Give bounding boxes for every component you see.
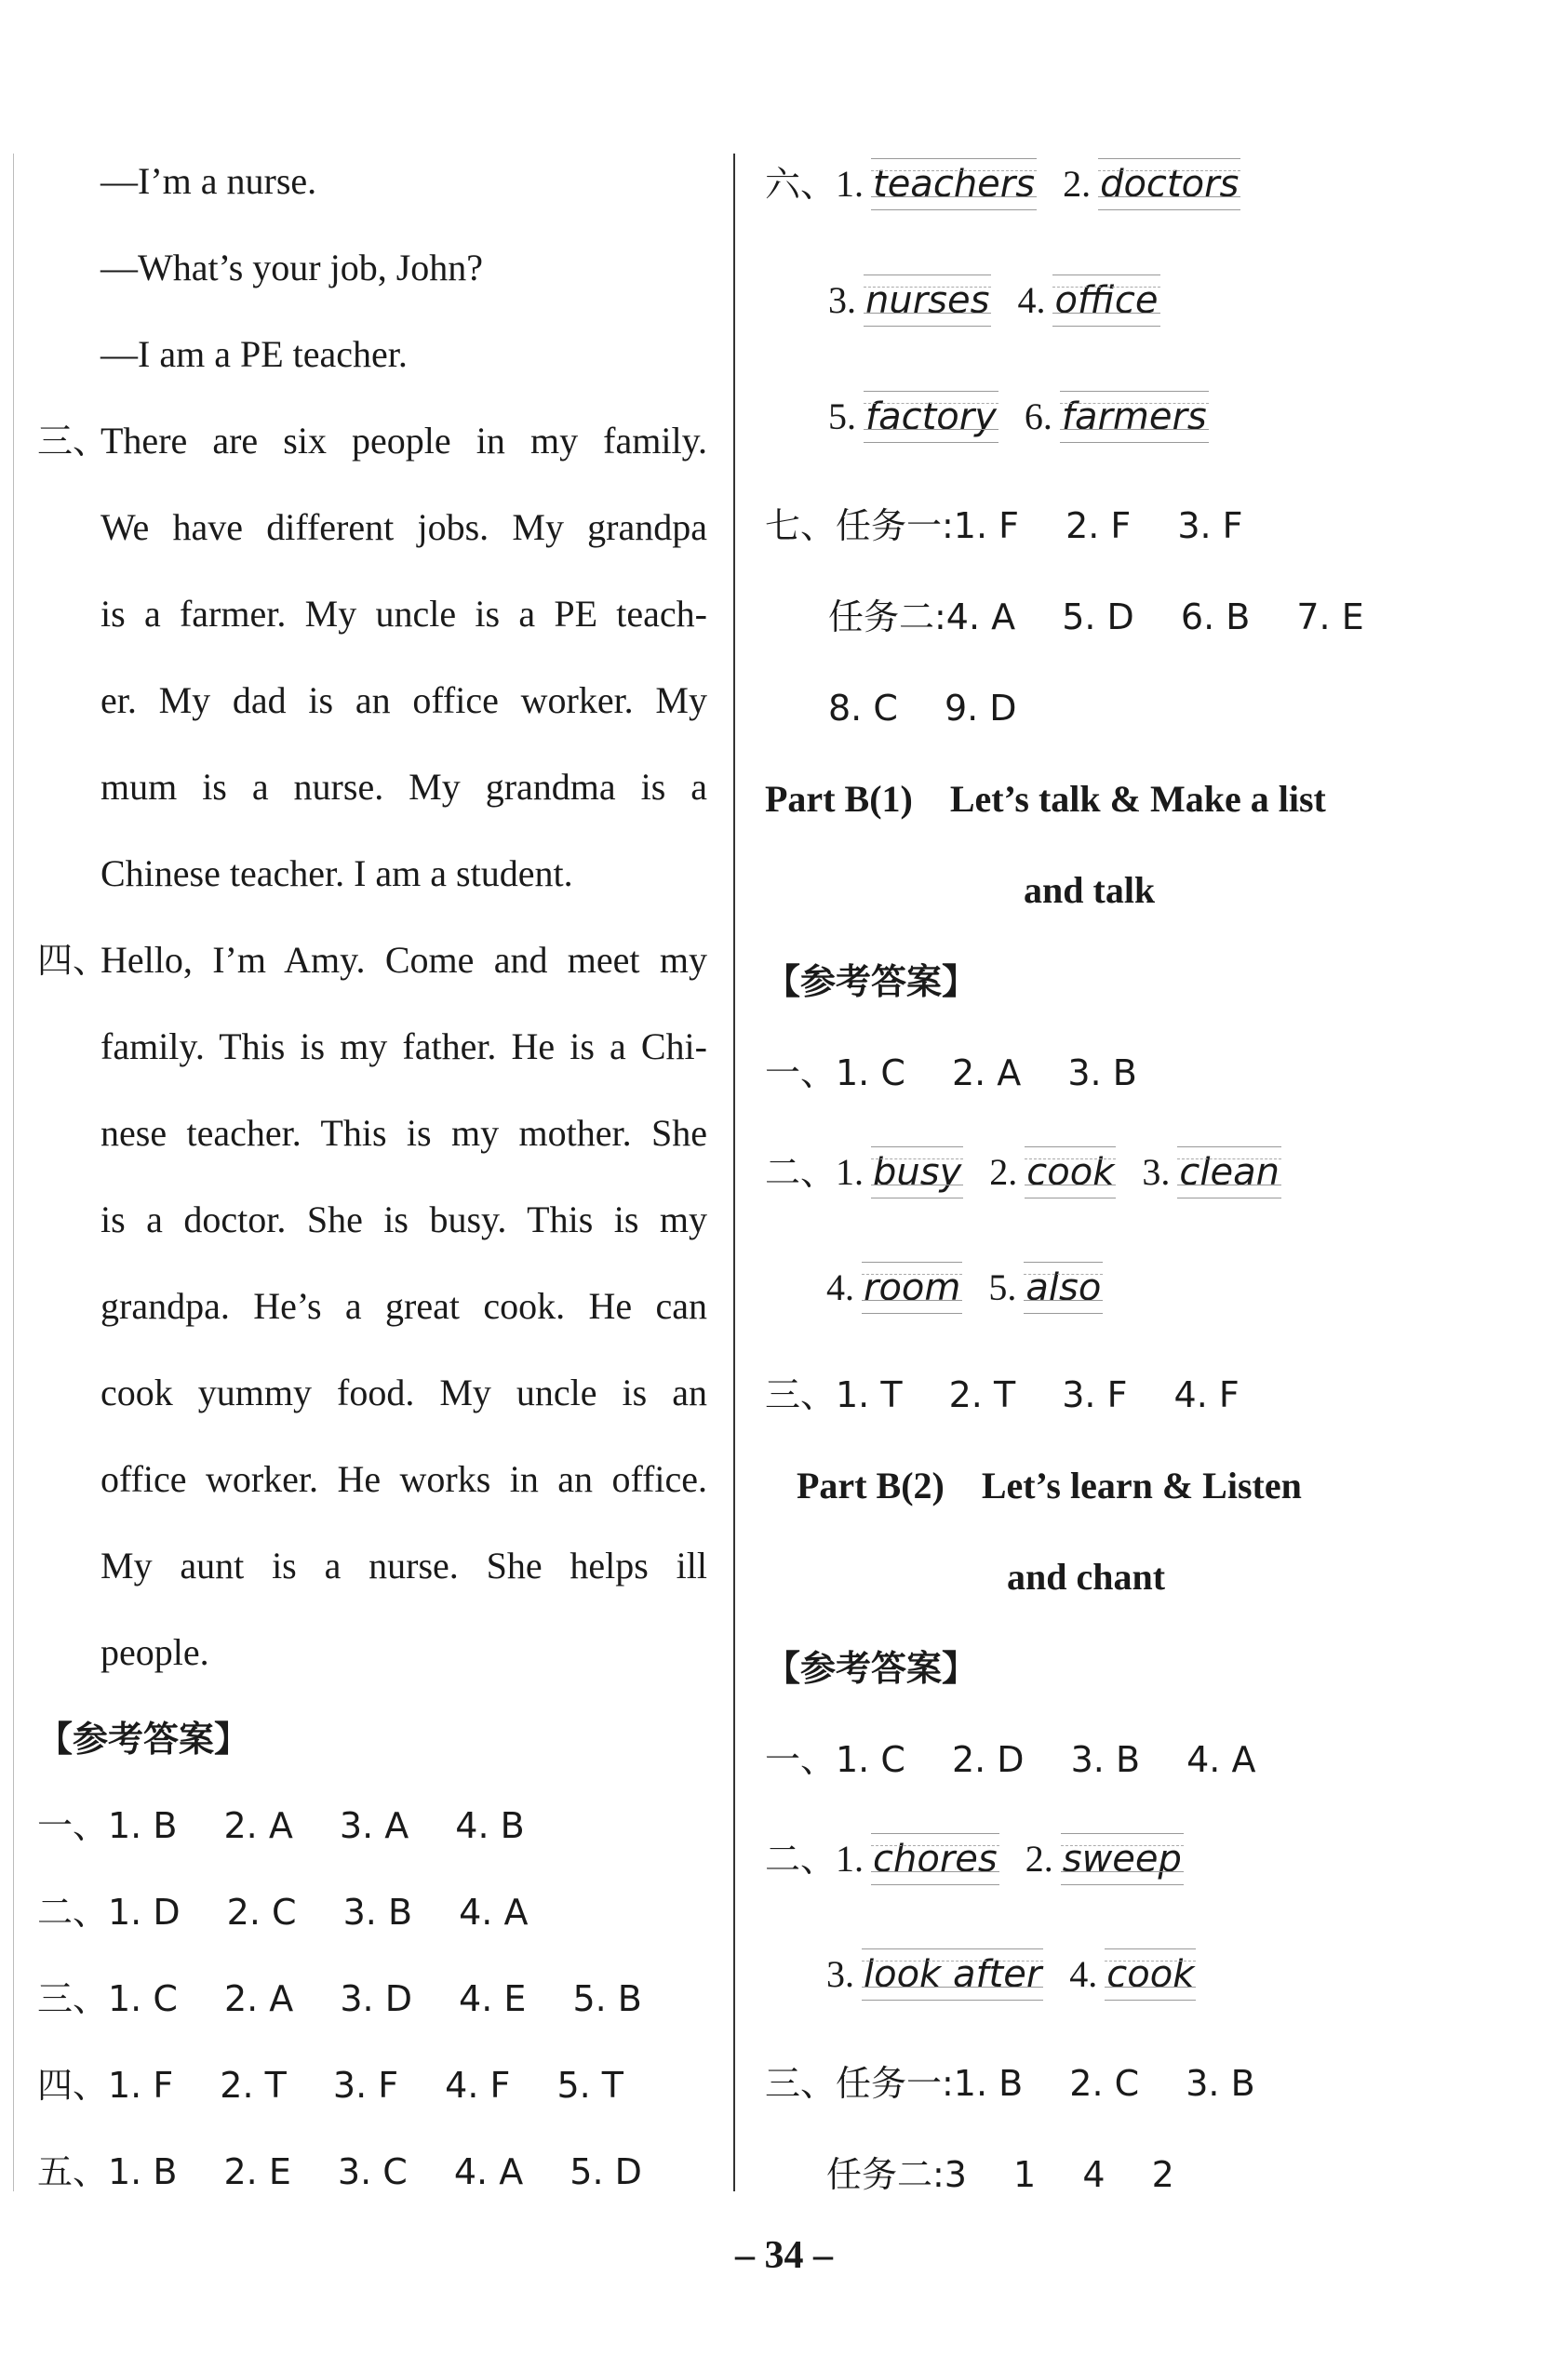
passage-line: is a farmer. My uncle is a PE teach-: [101, 593, 707, 635]
b1-er-row: [826, 1262, 1129, 1314]
b2-er-row: [826, 1948, 1222, 2001]
handwritten-answer: farmers: [1060, 391, 1209, 443]
answer-line: 四、1. F 2. T 3. F 4. F 5. T: [37, 2065, 623, 2106]
item-number: 1.: [836, 1838, 864, 1880]
liu-row: [828, 274, 1186, 327]
section-label-er: 二、: [765, 1839, 837, 1880]
passage-line: people.: [101, 1631, 209, 1673]
b2-er-row: [765, 1833, 1210, 1885]
dialog-line: —I am a PE teacher.: [101, 333, 408, 375]
handwritten-answer: busy: [871, 1146, 963, 1198]
item-number: 1.: [836, 163, 864, 205]
handwritten-answer: factory: [864, 391, 998, 443]
answer-heading: 【参考答案】: [37, 1719, 250, 1760]
item-number: 4.: [1069, 1953, 1098, 1995]
passage-line: mum is a nurse. My grandma is a: [101, 766, 707, 808]
column-divider: [733, 154, 735, 2191]
answer-line: 一、1. C 2. D 3. B 4. A: [765, 1739, 1256, 1780]
item-number: 4.: [826, 1266, 854, 1308]
item-number: 2.: [1025, 1838, 1053, 1880]
answer-line: 三、1. C 2. A 3. D 4. E 5. B: [37, 1978, 642, 2019]
handwritten-answer: doctors: [1098, 158, 1240, 210]
answer-line: 七、任务一:1. F 2. F 3. F: [765, 505, 1243, 546]
passage-line: Chinese teacher. I am a student.: [101, 852, 573, 894]
section-label-er: 二、: [765, 1152, 837, 1193]
answer-line: 任务二:3 1 4 2: [826, 2154, 1174, 2195]
liu-row: [765, 158, 1266, 210]
handwritten-answer: look after: [862, 1948, 1043, 2001]
handwritten-answer: room: [862, 1262, 962, 1314]
item-number: 6.: [1024, 395, 1052, 437]
section-title: and chant: [1007, 1556, 1166, 1598]
dialog-line: —What’s your job, John?: [101, 247, 484, 288]
section-label-si: 四、: [37, 940, 109, 981]
page-number: – 34 –: [735, 2234, 833, 2277]
liu-row: [828, 391, 1235, 443]
passage-line: office worker. He works in an office.: [101, 1458, 707, 1500]
answer-line: 8. C 9. D: [828, 688, 1017, 729]
answer-line: 一、1. B 2. A 3. A 4. B: [37, 1805, 525, 1846]
item-number: 3.: [826, 1953, 854, 1995]
section-label-liu: 六、: [765, 164, 837, 205]
passage-line: grandpa. He’s a great cook. He can: [101, 1285, 707, 1327]
handwritten-answer: nurses: [864, 274, 991, 327]
section-title: Part B(2) Let’s learn & Listen: [797, 1465, 1302, 1506]
passage-line: nese teacher. This is my mother. She: [101, 1112, 707, 1154]
handwritten-answer: cook: [1025, 1146, 1116, 1198]
section-label-san: 三、: [37, 421, 109, 462]
passage-line: er. My dad is an office worker. My: [101, 679, 707, 721]
section-title: and talk: [1024, 869, 1156, 911]
passage-line: cook yummy food. My uncle is an: [101, 1372, 707, 1413]
item-number: 2.: [1063, 163, 1092, 205]
handwritten-answer: sweep: [1061, 1833, 1184, 1885]
item-number: 3.: [828, 279, 856, 321]
dialog-line: —I’m a nurse.: [101, 160, 317, 202]
answer-line: 五、1. B 2. E 3. C 4. A 5. D: [37, 2151, 642, 2192]
item-number: 2.: [989, 1151, 1018, 1193]
item-number: 3.: [1142, 1151, 1171, 1193]
handwritten-answer: clean: [1177, 1146, 1281, 1198]
answer-line: 任务二:4. A 5. D 6. B 7. E: [828, 596, 1364, 637]
passage-line: is a doctor. She is busy. This is my: [101, 1198, 707, 1240]
passage-line: family. This is my father. He is a Chi-: [101, 1025, 707, 1067]
answer-heading: 【参考答案】: [765, 961, 978, 1002]
handwritten-answer: also: [1024, 1262, 1103, 1314]
answer-line: 二、1. D 2. C 3. B 4. A: [37, 1892, 529, 1933]
passage-line: We have different jobs. My grandpa: [101, 506, 707, 548]
item-number: 4.: [1017, 279, 1046, 321]
answer-line: 一、1. C 2. A 3. B: [765, 1052, 1137, 1093]
answer-line: 三、任务一:1. B 2. C 3. B: [765, 2063, 1255, 2104]
item-number: 5.: [988, 1266, 1017, 1308]
handwritten-answer: chores: [871, 1833, 999, 1885]
passage-line: My aunt is a nurse. She helps ill: [101, 1545, 707, 1587]
answer-heading: 【参考答案】: [765, 1648, 978, 1689]
page-edge-line: [13, 154, 14, 2191]
section-title: Part B(1) Let’s talk & Make a list: [765, 778, 1326, 820]
passage-line: Hello, I’m Amy. Come and meet my: [101, 939, 707, 981]
handwritten-answer: office: [1052, 274, 1159, 327]
b1-er-row: [765, 1146, 1307, 1198]
answer-line: 三、1. T 2. T 3. F 4. F: [765, 1374, 1240, 1415]
item-number: 5.: [828, 395, 856, 437]
handwritten-answer: cook: [1105, 1948, 1196, 2001]
handwritten-answer: teachers: [871, 158, 1037, 210]
passage-line: There are six people in my family.: [101, 420, 707, 462]
item-number: 1.: [836, 1151, 864, 1193]
